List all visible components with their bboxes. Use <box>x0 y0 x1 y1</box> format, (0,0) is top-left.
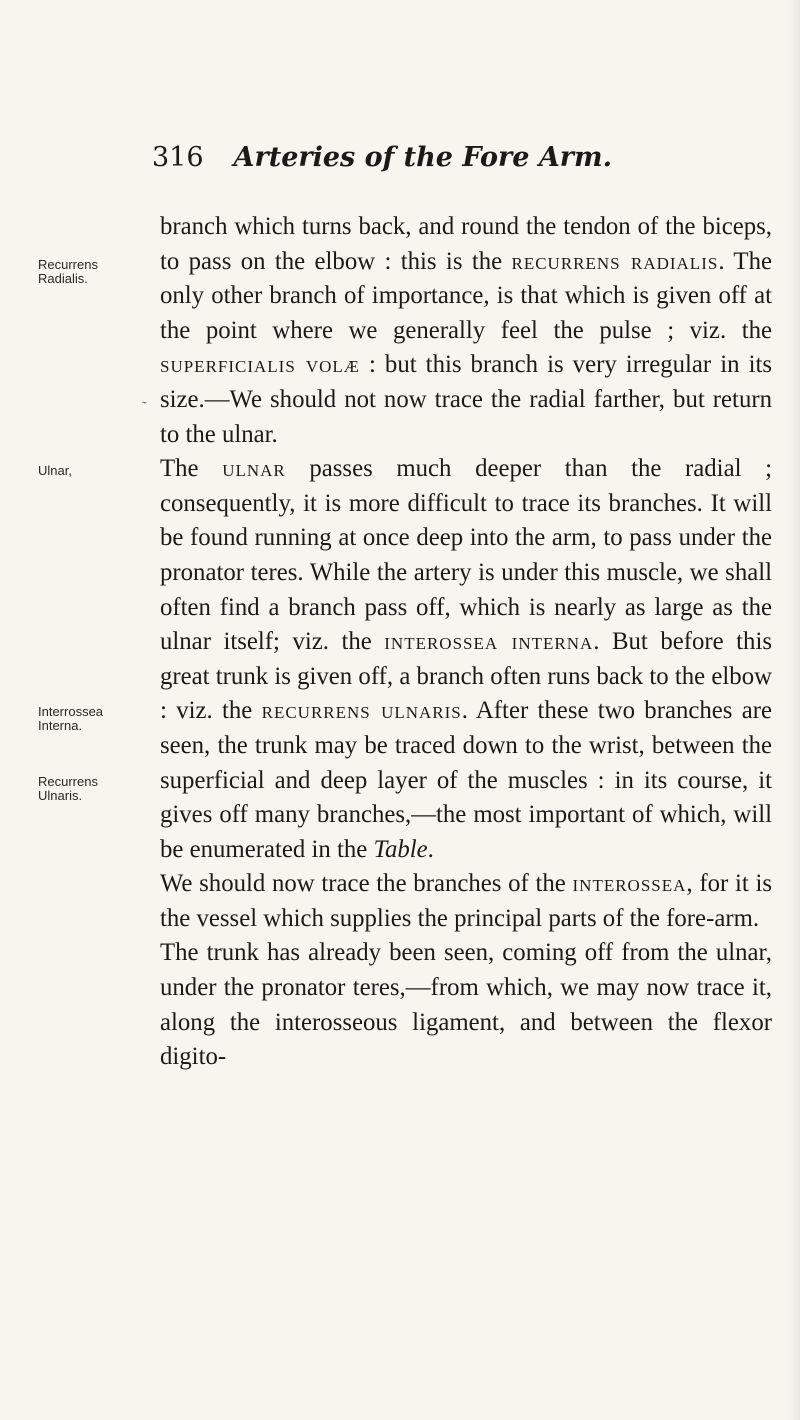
margin-note-line: Recurrens <box>38 257 98 272</box>
text-run: , for it is the vessel which supplies the principal parts of the fore-arm. <box>160 870 772 932</box>
text-run: . The only other branch of importance, is that which is given off at the point where we generally feel the pulse ; viz. the <box>160 247 772 344</box>
margin-note-line: Interna. <box>38 718 83 733</box>
margin-note-line: Ulnaris. <box>38 788 83 803</box>
running-title: Arteries of the Fore Arm. <box>233 142 612 173</box>
page-number: 316 <box>152 142 204 173</box>
term-table: Table <box>373 835 428 863</box>
text-run: . But before this great trunk is given off, a branch often runs back to the elbow : viz. the <box>160 628 772 725</box>
margin-tick-mark: ˜ <box>142 400 147 415</box>
term-recurrens-radialis: recurrens radialis <box>511 247 719 275</box>
margin-note-line: Radialis. <box>38 271 88 286</box>
term-superficialis-volae: superficialis volæ <box>160 351 360 379</box>
text-run: branch which turns back, and round the tendon of the biceps, to pass on the elbow : this is the <box>160 213 772 275</box>
term-recurrens-ulnaris: recurrens ulnaris <box>261 697 462 725</box>
text-run: . After these two branches are seen, the trunk may be traced down to the wrist, between the superficial and deep layer of the muscles : in its course, it gives off many branches,—the most important of which, will be enumerated in the <box>160 697 772 863</box>
paragraph-3 <box>160 867 772 936</box>
text-run: We should now trace the branches of the <box>160 870 573 898</box>
margin-note-line: Ulnar, <box>38 463 72 478</box>
term-ulnar: ulnar <box>222 455 286 483</box>
body-text <box>160 210 772 1075</box>
term-interossea: interossea <box>572 870 687 898</box>
text-run: The trunk has already been seen, coming off from the ulnar, under the pronator teres,—from which, we may now trace it, along the interosseous ligament, and between the flexor digito- <box>160 939 772 1071</box>
paragraph-2 <box>160 452 772 867</box>
margin-note-recurrens-radialis <box>38 258 150 286</box>
text-run: : but this branch is very irregular in its size.—We should not now trace the radial farther, but return to the ulnar. <box>160 351 772 448</box>
paragraph-4 <box>160 936 772 1074</box>
margin-note-line: Recurrens <box>38 774 98 789</box>
running-head <box>152 142 772 173</box>
paragraph-1 <box>160 210 772 452</box>
text-run: passes much deeper than the radial ; consequently, it is more difficult to trace its branches. It will be found running at once deep into the arm, to pass under the pronator teres. While the artery is under this muscle, we shall often find a branch pass off, which is nearly as large as the ulnar itself; viz. the <box>160 455 772 656</box>
page-edge-shadow <box>788 0 800 1420</box>
margin-note-recurrens-ulnaris <box>38 775 150 803</box>
margin-note-ulnar <box>38 464 150 478</box>
margin-note-interossea-interna <box>38 705 150 733</box>
text-run: . <box>427 835 434 863</box>
margin-note-line: Interrossea <box>38 704 104 719</box>
text-run: The <box>160 455 223 483</box>
term-interossea-interna: interossea interna <box>384 628 594 656</box>
